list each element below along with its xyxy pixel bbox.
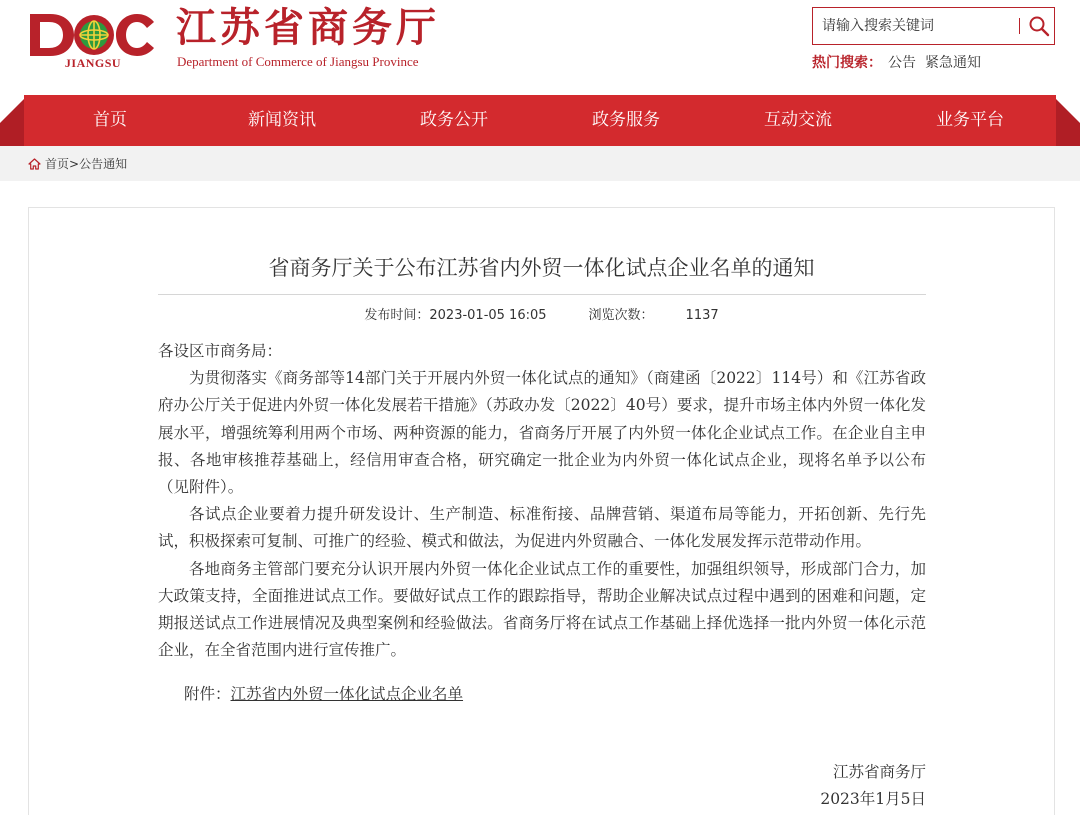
salutation: 各设区市商务局： <box>158 342 283 360</box>
signature-org: 江苏省商务厅 <box>832 763 926 781</box>
search-divider <box>1019 18 1020 34</box>
nav-item-government-affairs[interactable]: 政务公开 <box>420 110 488 130</box>
article-title: 省商务厅关于公布江苏省内外贸一体化试点企业名单的通知 <box>268 256 815 280</box>
breadcrumb-separator: > <box>69 157 80 171</box>
signature-date: 2023年1月5日 <box>820 790 926 808</box>
main-nav-bar <box>0 95 1080 146</box>
article-body <box>158 338 926 664</box>
article-meta <box>29 307 1054 325</box>
breadcrumb-current-link[interactable]: 公告通知 <box>79 157 128 171</box>
publish-time: 2023-01-05 16:05 <box>429 308 547 323</box>
nav-item-business-platform[interactable]: 业务平台 <box>936 110 1004 130</box>
search-icon[interactable] <box>1027 14 1051 38</box>
search-input[interactable] <box>813 8 1013 44</box>
logo-subtext: JIANGSU <box>64 56 122 70</box>
main-nav <box>24 95 1056 146</box>
hot-search-label: 热门搜索： <box>812 55 882 71</box>
article-panel <box>28 207 1055 815</box>
site-subtitle: Department of Commerce of Jiangsu Province <box>177 54 419 69</box>
attachment-label: 附件： <box>184 685 231 703</box>
search-box <box>812 7 1055 45</box>
nav-wing-right <box>1052 95 1080 123</box>
publish-time-label: 发布时间： <box>364 308 430 323</box>
paragraph: 各试点企业要着力提升研发设计、生产制造、标准衔接、品牌营销、渠道布局等能力，开拓创新、先行先试，积极探索可复制、可推广的经验、模式和做法，为促进内外贸融合、一体化发展发挥示范带动作用。 <box>158 505 926 551</box>
hot-search-link-announcement[interactable]: 公告 <box>888 55 916 71</box>
hot-search <box>812 54 981 72</box>
view-count: 1137 <box>685 308 719 323</box>
view-count-label: 浏览次数： <box>588 308 654 323</box>
breadcrumb-bar <box>0 146 1080 181</box>
nav-item-interaction[interactable]: 互动交流 <box>764 110 832 130</box>
nav-item-government-services[interactable]: 政务服务 <box>592 110 660 130</box>
nav-item-news[interactable]: 新闻资讯 <box>248 110 316 130</box>
attachment <box>184 682 463 706</box>
attachment-link[interactable]: 江苏省内外贸一体化试点企业名单 <box>230 685 464 703</box>
breadcrumb <box>28 156 127 172</box>
nav-wing-right-base <box>1052 123 1080 146</box>
paragraph: 各地商务主管部门要充分认识开展内外贸一体化企业试点工作的重要性，加强组织领导，形成部门合力，加大政策支持，全面推进试点工作。要做好试点工作的跟踪指导，帮助企业解决试点过程中遇到的困难和问题，定期报送试点工作进展情况及典型案例和经验做法。省商务厅将在试点工作基础上择优选择一批内外贸一体化示范企业，在全省范围内进行宣传推广。 <box>158 559 926 660</box>
home-icon <box>28 158 41 170</box>
paragraph: 为贯彻落实《商务部等14部门关于开展内外贸一体化试点的通知》（商建函〔2022〕114号）和《江苏省政府办公厅关于促进内外贸一体化发展若干措施》（苏政办发〔2022〕40号）要求，提升市场主体内外贸一体化发展水平，增强统筹利用两个市场、两种资源的能力，省商务厅开展了内外贸一体化企业试点工作。在企业自主申报、各地审核推荐基础上，经信用审查合格，研究确定一批企业为内外贸一体化试点企业，现将名单予以公布（见附件）。 <box>158 369 926 497</box>
nav-item-home[interactable]: 首页 <box>93 110 127 130</box>
breadcrumb-home-link[interactable]: 首页 <box>45 157 70 171</box>
site-header <box>0 0 1080 95</box>
hot-search-link-urgent[interactable]: 紧急通知 <box>925 55 981 71</box>
title-divider <box>158 294 926 295</box>
site-title: 江苏省商务厅 <box>176 4 440 51</box>
